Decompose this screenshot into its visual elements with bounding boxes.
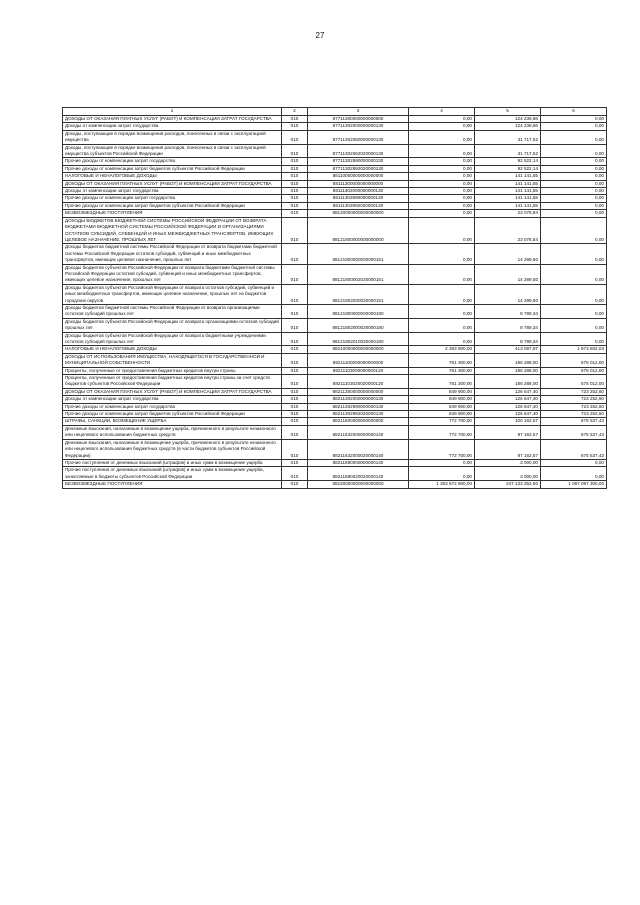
row-budget-code: 88111302990000000130 (308, 195, 409, 202)
row-name: Прочие доходы от компенсации затрат государства (63, 158, 282, 165)
row-unexecuted-amount: 0,00 (541, 318, 607, 332)
row-approved-amount: 1 303 672 800,00 (409, 481, 475, 488)
row-approved-amount: 0,00 (409, 332, 475, 346)
row-name: Доходы от компенсации затрат государства (63, 188, 282, 195)
row-budget-code: 88110000000000000000 (308, 173, 409, 180)
row-budget-code: 88121800000000000000 (308, 217, 409, 244)
table-row (63, 388, 607, 395)
row-budget-code: 88121800000000000180 (308, 304, 409, 318)
table-row (63, 188, 607, 195)
row-unexecuted-amount: 0,00 (541, 217, 607, 244)
row-unexecuted-amount: 723 252,60 (541, 411, 607, 418)
row-budget-code: 88211302000000000130 (308, 396, 409, 403)
row-name: БЕЗВОЗМЕЗДНЫЕ ПОСТУПЛЕНИЯ (63, 481, 282, 488)
row-unexecuted-amount: 723 252,60 (541, 396, 607, 403)
row-line-code: 010 (282, 346, 308, 353)
table-row (63, 459, 607, 466)
table-body (63, 116, 607, 489)
column-header: 4 (409, 108, 475, 116)
row-approved-amount: 0,00 (409, 467, 475, 481)
row-line-code: 010 (282, 144, 308, 158)
row-name: Прочие поступления от денежных взысканий (штрафов) и иных сумм в возмещение ущерба, зачисляемые в бюджеты субъектов Российской Федерации (63, 467, 282, 481)
row-approved-amount: 0,00 (409, 459, 475, 466)
row-line-code: 010 (282, 158, 308, 165)
row-line-code: 010 (282, 304, 308, 318)
row-budget-code: 88111302992020000130 (308, 202, 409, 209)
row-executed-amount: 126 647,40 (475, 396, 541, 403)
row-executed-amount: 126 647,40 (475, 388, 541, 395)
row-unexecuted-amount: 0,00 (541, 144, 607, 158)
row-name: БЕЗВОЗМЕЗДНЫЕ ПОСТУПЛЕНИЯ (63, 210, 282, 217)
table-row (63, 332, 607, 346)
row-executed-amount: 141 141,55 (475, 180, 541, 187)
row-executed-amount: 126 647,40 (475, 411, 541, 418)
table-row (63, 264, 607, 284)
row-unexecuted-amount: 0,00 (541, 332, 607, 346)
row-unexecuted-amount: 0,00 (541, 188, 607, 195)
table-row (63, 367, 607, 374)
column-header: 5 (475, 108, 541, 116)
row-approved-amount: 761 300,00 (409, 367, 475, 374)
row-executed-amount: 8 789,34 (475, 304, 541, 318)
row-line-code: 010 (282, 188, 308, 195)
row-executed-amount: 23 078,84 (475, 210, 541, 217)
table-header-row (63, 108, 607, 116)
row-line-code: 010 (282, 130, 308, 144)
row-budget-code: 87711300000000000000 (308, 116, 409, 123)
row-unexecuted-amount: 0,00 (541, 180, 607, 187)
row-unexecuted-amount: 0,00 (541, 195, 607, 202)
row-approved-amount: 0,00 (409, 188, 475, 195)
row-executed-amount: 3 000,00 (475, 459, 541, 466)
row-budget-code: 88211103020020000120 (308, 375, 409, 389)
row-name: НАЛОГОВЫЕ И НЕНАЛОГОВЫЕ ДОХОДЫ (63, 173, 282, 180)
row-name: Доходы бюджетов субъектов Российской Федерации от возврата организациями остатков субсидий прошлых лет (63, 318, 282, 332)
row-name: Доходы от компенсации затрат государства (63, 123, 282, 130)
row-executed-amount: 126 647,40 (475, 403, 541, 410)
row-approved-amount: 849 900,00 (409, 403, 475, 410)
row-executed-amount: 247 133 352,60 (475, 481, 541, 488)
row-line-code: 010 (282, 367, 308, 374)
row-line-code: 010 (282, 195, 308, 202)
row-executed-amount: 14 289,50 (475, 244, 541, 264)
row-budget-code: 88211100000000000000 (308, 353, 409, 367)
row-name: Прочие доходы от компенсации затрат бюджетов субъектов Российской Федерации (63, 165, 282, 172)
row-approved-amount: 0,00 (409, 180, 475, 187)
row-name: Доходы бюджетов субъектов Российской Федерации от возврата бюджетами бюджетной системы Российской Федерации остатков субсидий, субвенций и иных межбюджетных трансфертов, имеющих целевое назначение, прошлых лет (63, 264, 282, 284)
row-executed-amount: 141 141,55 (475, 173, 541, 180)
row-name: Доходы от компенсации затрат государства (63, 396, 282, 403)
row-name: ДОХОДЫ ОТ ИСПОЛЬЗОВАНИЯ ИМУЩЕСТВА, НАХОДЯЩЕГОСЯ В ГОСУДАРСТВЕННОЙ И МУНИЦИПАЛЬНОЙ СОБСТВЕННОСТИ (63, 353, 282, 367)
row-approved-amount: 0,00 (409, 284, 475, 304)
column-header: 6 (541, 108, 607, 116)
row-line-code: 010 (282, 202, 308, 209)
row-budget-code: 88211300000000000000 (308, 388, 409, 395)
row-executed-amount: 31 717,52 (475, 144, 541, 158)
row-unexecuted-amount: 0,00 (541, 130, 607, 144)
row-approved-amount: 849 900,00 (409, 396, 475, 403)
row-approved-amount: 0,00 (409, 158, 475, 165)
row-approved-amount: 0,00 (409, 304, 475, 318)
row-budget-code: 88211600000000000000 (308, 418, 409, 425)
row-approved-amount: 849 900,00 (409, 411, 475, 418)
row-name: ДОХОДЫ БЮДЖЕТОВ БЮДЖЕТНОЙ СИСТЕМЫ РОССИЙСКОЙ ФЕДЕРАЦИИ ОТ ВОЗВРАТА БЮДЖЕТАМИ БЮДЖЕТНОЙ СИСТЕМЫ РОССИЙСКОЙ ФЕДЕРАЦИИ И ОРГАНИЗАЦИЯМИ ОСТАТКОВ СУБСИДИЙ, СУБВЕНЦИЙ И ИНЫХ МЕЖБЮДЖЕТНЫХ ТРАНСФЕРТОВ, ИМЕЮЩИХ ЦЕЛЕВОЕ НАЗНАЧЕНИЕ, ПРОШЛЫХ ЛЕТ (63, 217, 282, 244)
row-line-code: 010 (282, 244, 308, 264)
table-row (63, 318, 607, 332)
table-row (63, 304, 607, 318)
row-unexecuted-amount: 575 012,00 (541, 375, 607, 389)
row-executed-amount: 100 162,57 (475, 418, 541, 425)
table-row (63, 418, 607, 425)
row-executed-amount: 141 141,55 (475, 188, 541, 195)
row-name: ШТРАФЫ, САНКЦИИ, ВОЗМЕЩЕНИЕ УЩЕРБА (63, 418, 282, 425)
page-number: 27 (315, 31, 325, 40)
table-row (63, 158, 607, 165)
table-row (63, 210, 607, 217)
row-unexecuted-amount: 0,00 (541, 165, 607, 172)
row-line-code: 010 (282, 284, 308, 304)
row-line-code: 010 (282, 264, 308, 284)
row-budget-code: 88211632000000000140 (308, 425, 409, 439)
row-approved-amount: 0,00 (409, 116, 475, 123)
row-line-code: 010 (282, 180, 308, 187)
table-row (63, 353, 607, 367)
row-approved-amount: 0,00 (409, 217, 475, 244)
row-unexecuted-amount: 0,00 (541, 264, 607, 284)
row-budget-code: 88220000000000000000 (308, 481, 409, 488)
column-header: 2 (282, 108, 308, 116)
row-executed-amount: 97 162,57 (475, 439, 541, 459)
row-line-code: 010 (282, 411, 308, 418)
row-budget-code: 88111302000000000130 (308, 188, 409, 195)
row-approved-amount: 0,00 (409, 210, 475, 217)
table-row (63, 467, 607, 481)
row-unexecuted-amount: 0,00 (541, 284, 607, 304)
row-line-code: 010 (282, 403, 308, 410)
row-executed-amount: 3 000,00 (475, 467, 541, 481)
row-unexecuted-amount: 1 973 802,03 (541, 346, 607, 353)
row-approved-amount: 849 900,00 (409, 388, 475, 395)
row-approved-amount: 0,00 (409, 130, 475, 144)
row-line-code: 010 (282, 318, 308, 332)
table-row (63, 396, 607, 403)
row-executed-amount: 141 141,55 (475, 195, 541, 202)
table-row (63, 244, 607, 264)
row-name: Проценты, полученные от предоставления бюджетных кредитов внутри страны за счет средств бюджетов субъектов Российской Федерации (63, 375, 282, 389)
row-budget-code: 88121802010020000180 (308, 332, 409, 346)
row-approved-amount: 0,00 (409, 195, 475, 202)
row-executed-amount: 92 522,14 (475, 158, 541, 165)
row-executed-amount: 8 789,34 (475, 318, 541, 332)
table-row (63, 195, 607, 202)
row-unexecuted-amount: 723 252,60 (541, 403, 607, 410)
row-approved-amount: 0,00 (409, 202, 475, 209)
table-row (63, 481, 607, 488)
row-approved-amount: 761 300,00 (409, 353, 475, 367)
row-unexecuted-amount: 0,00 (541, 459, 607, 466)
row-executed-amount: 124 239,66 (475, 123, 541, 130)
row-executed-amount: 413 097,97 (475, 346, 541, 353)
row-unexecuted-amount: 575 012,00 (541, 367, 607, 374)
row-unexecuted-amount: 0,00 (541, 467, 607, 481)
row-name: Прочие доходы от компенсации затрат бюджетов субъектов Российской Федерации (63, 411, 282, 418)
row-executed-amount: 186 288,00 (475, 353, 541, 367)
row-approved-amount: 772 700,00 (409, 425, 475, 439)
row-budget-code: 88211302992020000130 (308, 411, 409, 418)
row-approved-amount: 0,00 (409, 144, 475, 158)
table-row (63, 284, 607, 304)
row-budget-code: 88211302990000000130 (308, 403, 409, 410)
row-executed-amount: 186 288,00 (475, 375, 541, 389)
row-line-code: 010 (282, 425, 308, 439)
row-name: Доходы, поступающие в порядке возмещения расходов, понесенных в связи с эксплуатацией имущества (63, 130, 282, 144)
row-line-code: 010 (282, 396, 308, 403)
row-name: ДОХОДЫ ОТ ОКАЗАНИЯ ПЛАТНЫХ УСЛУГ (РАБОТ) И КОМПЕНСАЦИИ ЗАТРАТ ГОСУДАРСТВА (63, 388, 282, 395)
row-budget-code: 88121800002020000151 (308, 264, 409, 284)
row-budget-code: 88121800000000000151 (308, 244, 409, 264)
row-name: Прочие доходы от компенсации затрат государства (63, 195, 282, 202)
row-executed-amount: 97 162,57 (475, 425, 541, 439)
row-line-code: 010 (282, 217, 308, 244)
table-row (63, 439, 607, 459)
row-line-code: 010 (282, 332, 308, 346)
row-budget-code: 87711302060000000130 (308, 130, 409, 144)
row-approved-amount: 2 383 900,00 (409, 346, 475, 353)
row-executed-amount: 141 141,55 (475, 202, 541, 209)
table-row (63, 202, 607, 209)
row-unexecuted-amount: 0,00 (541, 202, 607, 209)
row-executed-amount: 92 522,14 (475, 165, 541, 172)
row-approved-amount: 0,00 (409, 264, 475, 284)
row-approved-amount: 0,00 (409, 123, 475, 130)
row-approved-amount: 761 300,00 (409, 375, 475, 389)
row-name: ДОХОДЫ ОТ ОКАЗАНИЯ ПЛАТНЫХ УСЛУГ (РАБОТ) И КОМПЕНСАЦИИ ЗАТРАТ ГОСУДАРСТВА (63, 180, 282, 187)
row-unexecuted-amount: 0,00 (541, 116, 607, 123)
row-unexecuted-amount: 0,00 (541, 123, 607, 130)
table-row (63, 375, 607, 389)
table-row (63, 346, 607, 353)
row-line-code: 010 (282, 116, 308, 123)
table-row (63, 116, 607, 123)
row-line-code: 010 (282, 481, 308, 488)
table-row (63, 403, 607, 410)
row-unexecuted-amount: 675 537,43 (541, 425, 607, 439)
table-row (63, 144, 607, 158)
row-budget-code: 88121802000020000180 (308, 318, 409, 332)
row-executed-amount: 186 288,00 (475, 367, 541, 374)
row-executed-amount: 31 717,52 (475, 130, 541, 144)
row-line-code: 010 (282, 439, 308, 459)
row-line-code: 010 (282, 459, 308, 466)
table-row (63, 425, 607, 439)
row-unexecuted-amount: 0,00 (541, 304, 607, 318)
row-line-code: 010 (282, 388, 308, 395)
row-budget-code: 88211690020020000140 (308, 467, 409, 481)
row-budget-code: 88121802030020000151 (308, 284, 409, 304)
row-executed-amount: 124 239,66 (475, 116, 541, 123)
row-name: ДОХОДЫ ОТ ОКАЗАНИЯ ПЛАТНЫХ УСЛУГ (РАБОТ) И КОМПЕНСАЦИИ ЗАТРАТ ГОСУДАРСТВА (63, 116, 282, 123)
row-budget-code: 87711302000000000130 (308, 123, 409, 130)
table-row (63, 130, 607, 144)
row-approved-amount: 0,00 (409, 165, 475, 172)
row-name: Прочие поступления от денежных взысканий (штрафов) и иных сумм в возмещение ущерба (63, 459, 282, 466)
row-unexecuted-amount: 0,00 (541, 244, 607, 264)
row-unexecuted-amount: 675 537,43 (541, 418, 607, 425)
row-name: Денежные взыскания, налагаемые в возмещение ущерба, причиненного в результате незаконного или нецелевого использования бюджетных средств (в части бюджетов субъектов Российской Федерации) (63, 439, 282, 459)
row-executed-amount: 14 289,50 (475, 284, 541, 304)
row-approved-amount: 772 700,00 (409, 439, 475, 459)
row-unexecuted-amount: 675 537,43 (541, 439, 607, 459)
row-budget-code: 88211690000000000140 (308, 459, 409, 466)
row-unexecuted-amount: 0,00 (541, 210, 607, 217)
row-budget-code: 88111300000000000000 (308, 180, 409, 187)
row-line-code: 010 (282, 375, 308, 389)
row-executed-amount: 23 078,84 (475, 217, 541, 244)
row-line-code: 010 (282, 210, 308, 217)
row-name: Доходы бюджетов субъектов Российской Федерации от возврата бюджетными учреждениями остатков субсидий прошлых лет (63, 332, 282, 346)
row-name: Доходы бюджетов бюджетной системы Российской Федерации от возврата организациями остатков субсидий прошлых лет (63, 304, 282, 318)
row-budget-code: 87711302062020000130 (308, 144, 409, 158)
row-line-code: 010 (282, 418, 308, 425)
row-line-code: 010 (282, 353, 308, 367)
table-row (63, 180, 607, 187)
row-name: Доходы бюджетов субъектов Российской Федерации от возврата остатков субсидий, субвенций и иных межбюджетных трансфертов, имеющих целевое назначение, прошлых лет из бюджетов городских округов (63, 284, 282, 304)
row-name: Прочие доходы от компенсации затрат государства (63, 403, 282, 410)
row-budget-code: 87711302992020000130 (308, 165, 409, 172)
table-row (63, 123, 607, 130)
row-budget-code: 88120000000000000000 (308, 210, 409, 217)
row-unexecuted-amount: 0,00 (541, 158, 607, 165)
column-header: 1 (63, 108, 282, 116)
row-name: Доходы бюджетов бюджетной системы Российской Федерации от возврата бюджетами бюджетной системы Российской Федерации остатков субсидий, субвенций и иных межбюджетных трансфертов, имеющих целевое назначение, прошлых лет (63, 244, 282, 264)
row-line-code: 010 (282, 123, 308, 130)
row-unexecuted-amount: 0,00 (541, 173, 607, 180)
row-budget-code: 87711302990000000130 (308, 158, 409, 165)
row-approved-amount: 772 700,00 (409, 418, 475, 425)
row-approved-amount: 0,00 (409, 244, 475, 264)
row-line-code: 010 (282, 173, 308, 180)
row-line-code: 010 (282, 165, 308, 172)
row-budget-code: 88211103000000000120 (308, 367, 409, 374)
row-budget-code: 88211632000020000140 (308, 439, 409, 459)
row-name: Денежные взыскания, налагаемые в возмещение ущерба, причиненного в результате незаконного или нецелевого использования бюджетных средств (63, 425, 282, 439)
row-executed-amount: 8 789,34 (475, 332, 541, 346)
row-name: Доходы, поступающие в порядке возмещения расходов, понесенных в связи с эксплуатацией имущества субъектов Российской Федерации (63, 144, 282, 158)
row-approved-amount: 0,00 (409, 173, 475, 180)
row-name: Проценты, полученные от предоставления бюджетных кредитов внутри страны (63, 367, 282, 374)
row-unexecuted-amount: 575 012,00 (541, 353, 607, 367)
table-row (63, 165, 607, 172)
row-unexecuted-amount: 723 252,60 (541, 388, 607, 395)
table-row (63, 217, 607, 244)
row-budget-code: 88210000000000000000 (308, 346, 409, 353)
row-approved-amount: 0,00 (409, 318, 475, 332)
table-row (63, 411, 607, 418)
row-executed-amount: 14 289,50 (475, 264, 541, 284)
row-line-code: 010 (282, 467, 308, 481)
row-unexecuted-amount: 1 067 097 300,00 (541, 481, 607, 488)
column-header: 3 (308, 108, 409, 116)
table-row (63, 173, 607, 180)
row-name: Прочие доходы от компенсации затрат бюджетов субъектов Российской Федерации (63, 202, 282, 209)
row-name: НАЛОГОВЫЕ И НЕНАЛОГОВЫЕ ДОХОДЫ (63, 346, 282, 353)
revenue-table (62, 107, 607, 489)
